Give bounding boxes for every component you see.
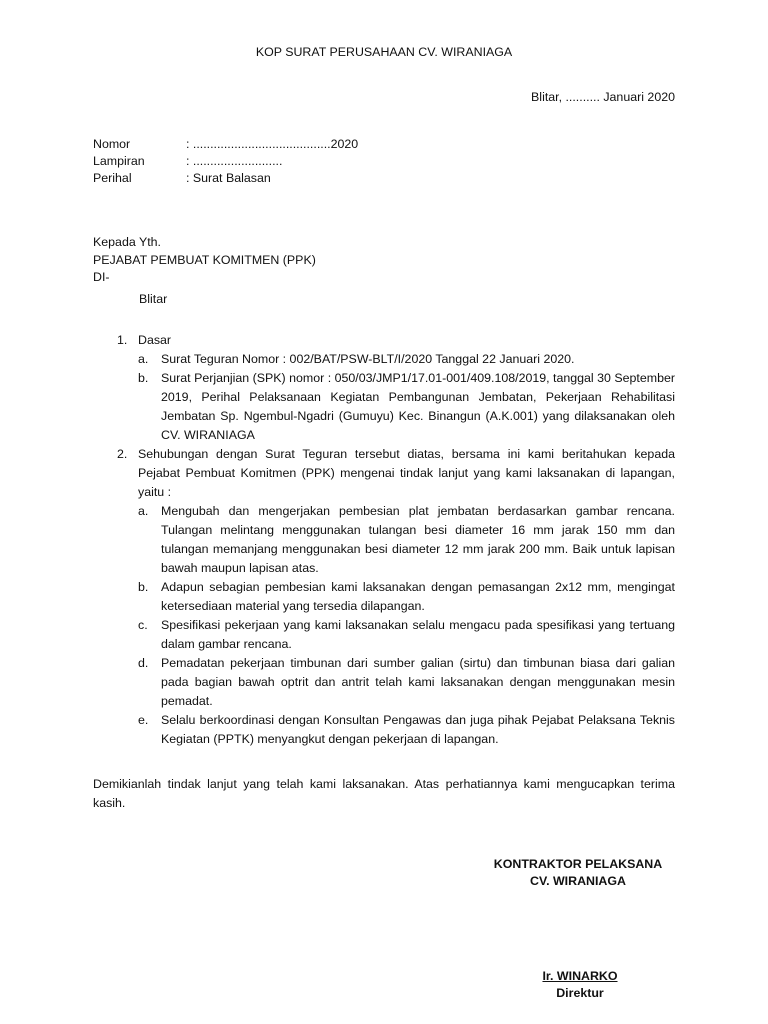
sub-marker: e.: [138, 713, 149, 727]
sub-text: Surat Teguran Nomor : 002/BAT/PSW-BLT/I/2020 Tanggal 22 Januari 2020.: [161, 352, 575, 366]
recipient-di: DI-: [93, 270, 110, 284]
sub-marker: b.: [138, 580, 149, 594]
sub-text: Mengubah dan mengerjakan pembesian plat jembatan berdasarkan gambar rencana. Tulangan melintang menggunakan tulangan besi diameter 16 mm jarak 150 mm dan tulangan memanjang menggunakan besi diameter 12 mm jarak 200 mm. Baik untuk lapisan bawah maupun lapisan atas.: [161, 504, 675, 575]
meta-row-nomor: [93, 136, 358, 153]
closing-paragraph: Demikianlah tindak lanjut yang telah kami laksanakan. Atas perhatiannya kami mengucapkan terima kasih.: [93, 777, 675, 810]
recipient-block: [93, 234, 316, 308]
sub-list: [138, 350, 675, 445]
item-number: 1.: [117, 333, 128, 347]
sub-item: [138, 616, 675, 654]
signer-name: Ir. WINARKO: [542, 969, 618, 983]
item-text: Sehubungan dengan Surat Teguran tersebut diatas, bersama ini kami beritahukan kepada Pejabat Pembuat Komitmen (PPK) mengenai tindak lanjut yang kami laksanakan di lapangan, yaitu :: [138, 447, 675, 499]
meta-row-perihal: [93, 170, 358, 187]
sub-text: Adapun sebagian pembesian kami laksanakan dengan pemasangan 2x12 mm, mengingat ketersediaan material yang tersedia dilapangan.: [161, 580, 675, 613]
meta-row-lampiran: [93, 153, 358, 170]
sub-marker: b.: [138, 371, 149, 385]
signature-role: KONTRAKTOR PELAKSANA: [493, 857, 663, 871]
signature-company: CV. WIRANIAGA: [530, 874, 626, 888]
meta-value: : Surat Balasan: [186, 171, 271, 185]
signature-block: [490, 856, 666, 890]
meta-value: : ........................................2020: [186, 137, 359, 151]
recipient-name: PEJABAT PEMBUAT KOMITMEN (PPK): [93, 252, 316, 267]
letter-meta: [93, 136, 358, 187]
recipient-salutation: Kepada Yth.: [93, 235, 161, 249]
sub-item: [138, 711, 675, 749]
meta-value: : ..........................: [186, 154, 283, 168]
meta-label: Perihal: [93, 171, 132, 185]
sub-item: [138, 578, 675, 616]
signer-block: [520, 968, 640, 1002]
sub-list: [138, 502, 675, 749]
recipient-city: Blitar: [139, 291, 168, 306]
sub-marker: a.: [138, 352, 149, 366]
sub-item: [138, 502, 675, 578]
sub-item: [138, 350, 675, 369]
letter-body: [117, 331, 675, 749]
sub-marker: d.: [138, 656, 149, 670]
numbered-item: [117, 331, 675, 445]
sub-text: Surat Perjanjian (SPK) nomor : 050/03/JMP1/17.01-001/409.108/2019, tanggal 30 September 2019, Perihal Pelaksanaan Kegiatan Pembangunan Jembatan, Pekerjaan Rehabilitasi Jembatan Sp. Ngembul-Ngadri (Gumuyu) Kec. Binangun (A.K.001) yang dilaksanakan oleh CV. WIRANIAGA: [161, 371, 675, 442]
sub-text: Pemadatan pekerjaan timbunan dari sumber galian (sirtu) dan timbunan biasa dari galian pada bagian bawah optrit dan antrit telah kami laksanakan dengan menggunakan mesin pemadat.: [161, 656, 675, 708]
sub-item: [138, 654, 675, 711]
item-number: 2.: [117, 447, 128, 461]
sub-text: Spesifikasi pekerjaan yang kami laksanakan selalu mengacu pada spesifikasi yang tertuang dalam gambar rencana.: [161, 618, 675, 651]
meta-label: Nomor: [93, 137, 131, 151]
date-line: Blitar, .......... Januari 2020: [531, 90, 675, 104]
sub-marker: c.: [138, 618, 148, 632]
numbered-item: [117, 445, 675, 749]
sub-text: Selalu berkoordinasi dengan Konsultan Pengawas dan juga pihak Pejabat Pelaksana Teknis Kegiatan (PPTK) menyangkut dengan pekerjaan di lapangan.: [161, 713, 675, 746]
signer-position: Direktur: [556, 986, 604, 1000]
sub-marker: a.: [138, 504, 149, 518]
item-text: Dasar: [138, 333, 172, 347]
meta-label: Lampiran: [93, 154, 145, 168]
letterhead: KOP SURAT PERUSAHAAN CV. WIRANIAGA: [255, 45, 513, 59]
sub-item: [138, 369, 675, 445]
